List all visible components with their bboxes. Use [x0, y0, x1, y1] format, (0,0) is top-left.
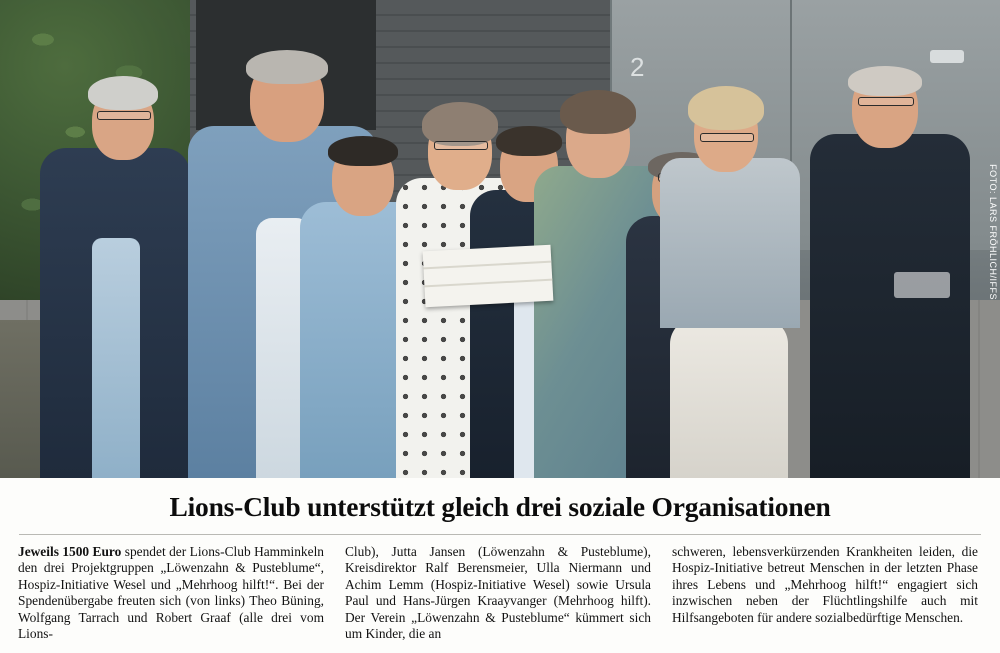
photo-credit: FOTO: LARS FRÖHLICH/IFFS	[988, 164, 998, 300]
person-ursula-paul	[660, 82, 800, 478]
person-hair	[328, 136, 398, 166]
person-hair	[560, 90, 636, 134]
article-column-1-text: spendet der Lions-Club Hamminkeln den drei Projektgruppen „Löwenzahn & Pusteblume“, Hospiz-Initiative Wesel und „Mehrhoog hilft!“. Bei der Spendenübergabe freuten sich (von links) Theo Büning, Wolfgang Tarrach und Robert Graaf (alle drei vom Lions-	[18, 544, 324, 642]
person-top	[660, 158, 800, 328]
person-glasses	[858, 97, 914, 106]
person-hans-juergen-kraayvanger	[810, 66, 970, 478]
article-lead: Jeweils 1500 Euro	[18, 544, 122, 559]
photo-background-door-handle	[930, 50, 964, 63]
photo-background-house-number: 2	[630, 52, 645, 82]
article-headline: Lions-Club unterstützt gleich drei soziale Organisationen	[169, 491, 831, 522]
person-hair	[848, 66, 922, 96]
person-glasses	[97, 111, 151, 120]
person-polo-logo	[894, 272, 950, 298]
article-column-2-text: Club), Jutta Jansen (Löwenzahn & Pusteblume), Kreisdirektor Ralf Berensmeier, Ulla Niermann und Achim Lemm (Hospiz-Initiative Wesel) sowie Ursula Paul und Hans-Jürgen Kraayvanger (Mehrhoog hilft). Der Verein „Löwenzahn & Pusteblume“ kümmert sich um Kinder, die an	[345, 544, 651, 642]
article-column-3-text: schweren, lebensverkürzenden Krankheiten leiden, die Hospiz-Initiative betreut Menschen in der letzten Phase ihres Lebens und „Mehrhoog hilft!“ engagiert sich inzwischen neben der Flüchtlingshilfe auch mit Hilfsangeboten für andere sozialbedürftige Menschen.	[672, 544, 978, 625]
person-hair	[88, 76, 158, 110]
article-body	[0, 535, 1000, 642]
person-glasses	[700, 133, 754, 142]
donation-envelope	[423, 245, 554, 308]
person-trousers	[670, 318, 788, 478]
article-column-3	[672, 544, 978, 642]
person-hair	[688, 86, 764, 130]
person-shirt	[92, 238, 140, 478]
person-polo	[810, 134, 970, 478]
article-column-1	[18, 544, 324, 642]
article-column-2	[345, 544, 651, 642]
person-hair	[246, 50, 328, 84]
person-theo-buening	[40, 78, 190, 478]
